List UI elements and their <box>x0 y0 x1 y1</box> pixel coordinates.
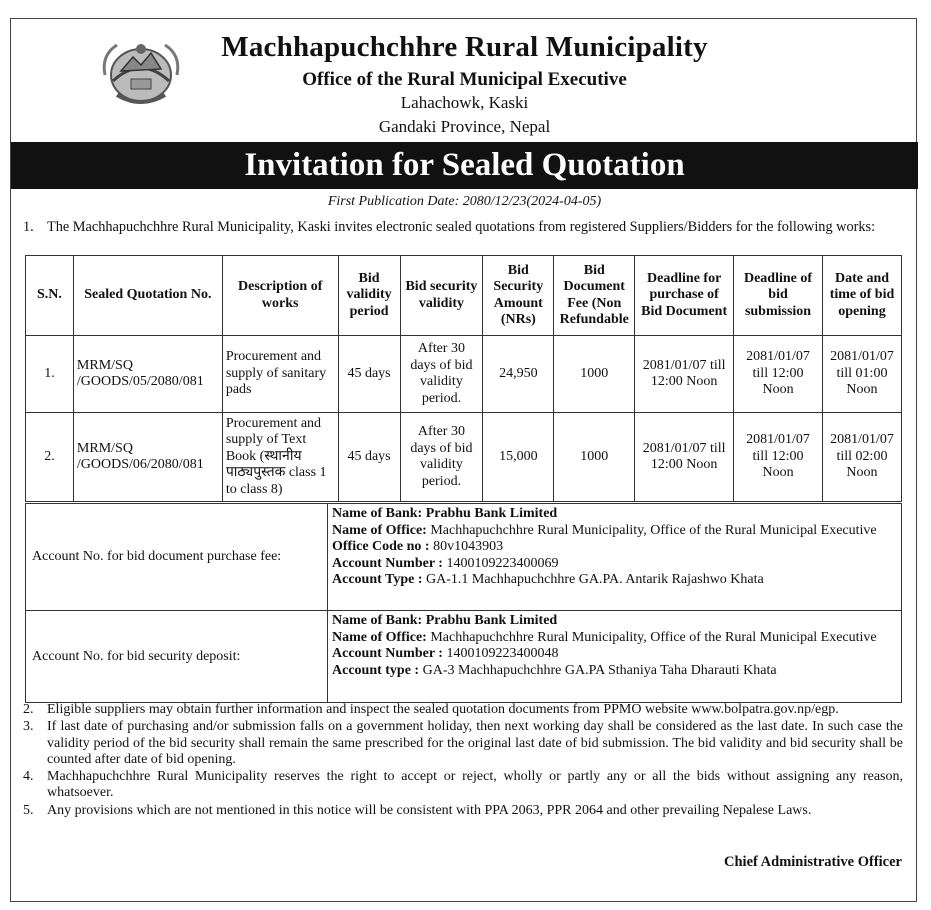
account-security-label: Account No. for bid security deposit: <box>26 611 328 702</box>
note-text: Machhapuchchhre Rural Municipality reserves the right to accept or reject, wholly or partly any or all the bids without assigning any reason, whatsoever. <box>47 769 903 801</box>
note-text: Any provisions which are not mentioned in this notice will be consistent with PPA 2063, PPR 2064 and other prevailing Nepalese Laws. <box>47 802 812 818</box>
account-fee-label: Account No. for bid document purchase fee: <box>26 504 328 610</box>
note-text: If last date of purchasing and/or submission falls on a government holiday, then next working day shall be considered as the last date. In such case the validity period of the bid security shall remain the same prescribed for the original last date of bid submission. The bid validity and bid security shall be counted after date of bid opening. <box>47 719 903 767</box>
cell-security-validity: After 30 days of bid validity period. <box>400 336 483 413</box>
col-header-deadline-purchase: Deadline for purchase of Bid Document <box>635 256 734 336</box>
address-line-1: Lahachowk, Kaski <box>400 93 529 112</box>
municipality-title: Machhapuchchhre Rural Municipality <box>221 31 708 63</box>
cell-sn: 2. <box>26 413 74 502</box>
note-number: 2. <box>23 702 34 717</box>
intro-text: The Machhapuchchhre Rural Municipality, Kaski invites electronic sealed quotations from registered Suppliers/Bidders for the following works: <box>47 219 876 235</box>
col-header-sn: S.N. <box>26 256 74 336</box>
account-fee-section <box>25 503 902 611</box>
bank-name: Name of Bank: Prabhu Bank Limited <box>332 506 558 521</box>
office-name-value: Machhapuchchhre Rural Municipality, Office of the Rural Municipal Executive <box>430 522 877 538</box>
account-number-label: Account Number : <box>332 555 443 571</box>
table-header-row <box>26 256 902 336</box>
office-code-value: 80v1043903 <box>433 539 504 554</box>
note-number: 4. <box>23 769 34 785</box>
notice-header <box>11 19 918 141</box>
col-header-security-validity: Bid security validity <box>400 256 483 336</box>
account-type-label: Account Type : <box>332 572 423 587</box>
cell-doc-fee: 1000 <box>554 336 635 413</box>
intro-paragraph <box>23 219 903 235</box>
cell-quotation-no: MRM/SQ /GOODS/05/2080/081 <box>73 336 222 413</box>
table-row <box>26 413 902 502</box>
cell-deadline-submission: 2081/01/07 till 12:00 Noon <box>734 336 823 413</box>
list-item <box>23 702 903 718</box>
office-name-value: Machhapuchchhre Rural Municipality, Office of the Rural Municipal Executive <box>430 629 877 645</box>
account-type-value: GA-3 Machhapuchchhre GA.PA Sthaniya Taha Dharauti Khata <box>422 662 777 678</box>
cell-quotation-no: MRM/SQ /GOODS/06/2080/081 <box>73 413 222 502</box>
list-item <box>23 803 903 819</box>
cell-opening: 2081/01/07 till 02:00 Noon <box>822 413 901 502</box>
col-header-description: Description of works <box>222 256 338 336</box>
account-number-value: 1400109223400048 <box>446 646 559 661</box>
account-fee-details <box>332 506 895 589</box>
col-header-doc-fee: Bid Document Fee (Non Refundable <box>554 256 635 336</box>
cell-security-validity: After 30 days of bid validity period. <box>400 413 483 502</box>
cell-opening: 2081/01/07 till 01:00 Noon <box>822 336 901 413</box>
note-number: 5. <box>23 802 34 818</box>
office-name: Office of the Rural Municipal Executive <box>302 69 627 90</box>
account-number-value: 1400109223400069 <box>446 555 559 571</box>
notes-list <box>23 702 903 820</box>
cell-validity: 45 days <box>338 413 400 502</box>
col-header-deadline-submission: Deadline of bid submission <box>734 256 823 336</box>
publication-date: First Publication Date: 2080/12/23(2024-04-05) <box>327 194 602 209</box>
office-name-label: Name of Office: <box>332 522 427 538</box>
account-type-value: GA-1.1 Machhapuchchhre GA.PA. Antarik Rajashwo Khata <box>425 572 764 587</box>
cell-sn: 1. <box>26 336 74 413</box>
cell-doc-fee: 1000 <box>554 413 635 502</box>
col-header-opening: Date and time of bid opening <box>822 256 901 336</box>
list-item <box>23 719 903 768</box>
signatory-title: Chief Administrative Officer <box>724 854 902 870</box>
col-header-quotation-no: Sealed Quotation No. <box>73 256 222 336</box>
office-code-label: Office Code no : <box>332 539 430 554</box>
address-line-2: Gandaki Province, Nepal <box>378 117 551 136</box>
cell-security-amount: 15,000 <box>483 413 554 502</box>
account-security-details <box>332 613 895 679</box>
cell-validity: 45 days <box>338 336 400 413</box>
cell-deadline-purchase: 2081/01/07 till 12:00 Noon <box>635 336 734 413</box>
cell-security-amount: 24,950 <box>483 336 554 413</box>
list-item <box>23 769 903 802</box>
cell-description: Procurement and supply of sanitary pads <box>222 336 338 413</box>
intro-number: 1. <box>23 219 34 235</box>
account-security-section <box>25 610 902 703</box>
bank-name: Name of Bank: Prabhu Bank Limited <box>332 613 558 628</box>
cell-deadline-purchase: 2081/01/07 till 12:00 Noon <box>635 413 734 502</box>
col-header-validity: Bid validity period <box>338 256 400 336</box>
table-row <box>26 336 902 413</box>
quotation-table <box>25 255 902 502</box>
cell-description: Procurement and supply of Text Book (स्थानीय पाठ्यपुस्तक class 1 to class 8) <box>222 413 338 502</box>
account-type-label: Account type : <box>332 662 420 678</box>
office-name-label: Name of Office: <box>332 629 427 645</box>
col-header-security-amount: Bid Security Amount (NRs) <box>483 256 554 336</box>
note-number: 3. <box>23 719 34 735</box>
notice-title-banner: Invitation for Sealed Quotation <box>11 142 918 189</box>
note-text: Eligible suppliers may obtain further information and inspect the sealed quotation documents from PPMO website www.bolpatra.gov.np/egp. <box>47 702 839 717</box>
account-number-label: Account Number : <box>332 646 443 661</box>
cell-deadline-submission: 2081/01/07 till 12:00 Noon <box>734 413 823 502</box>
notice-page <box>10 18 917 902</box>
